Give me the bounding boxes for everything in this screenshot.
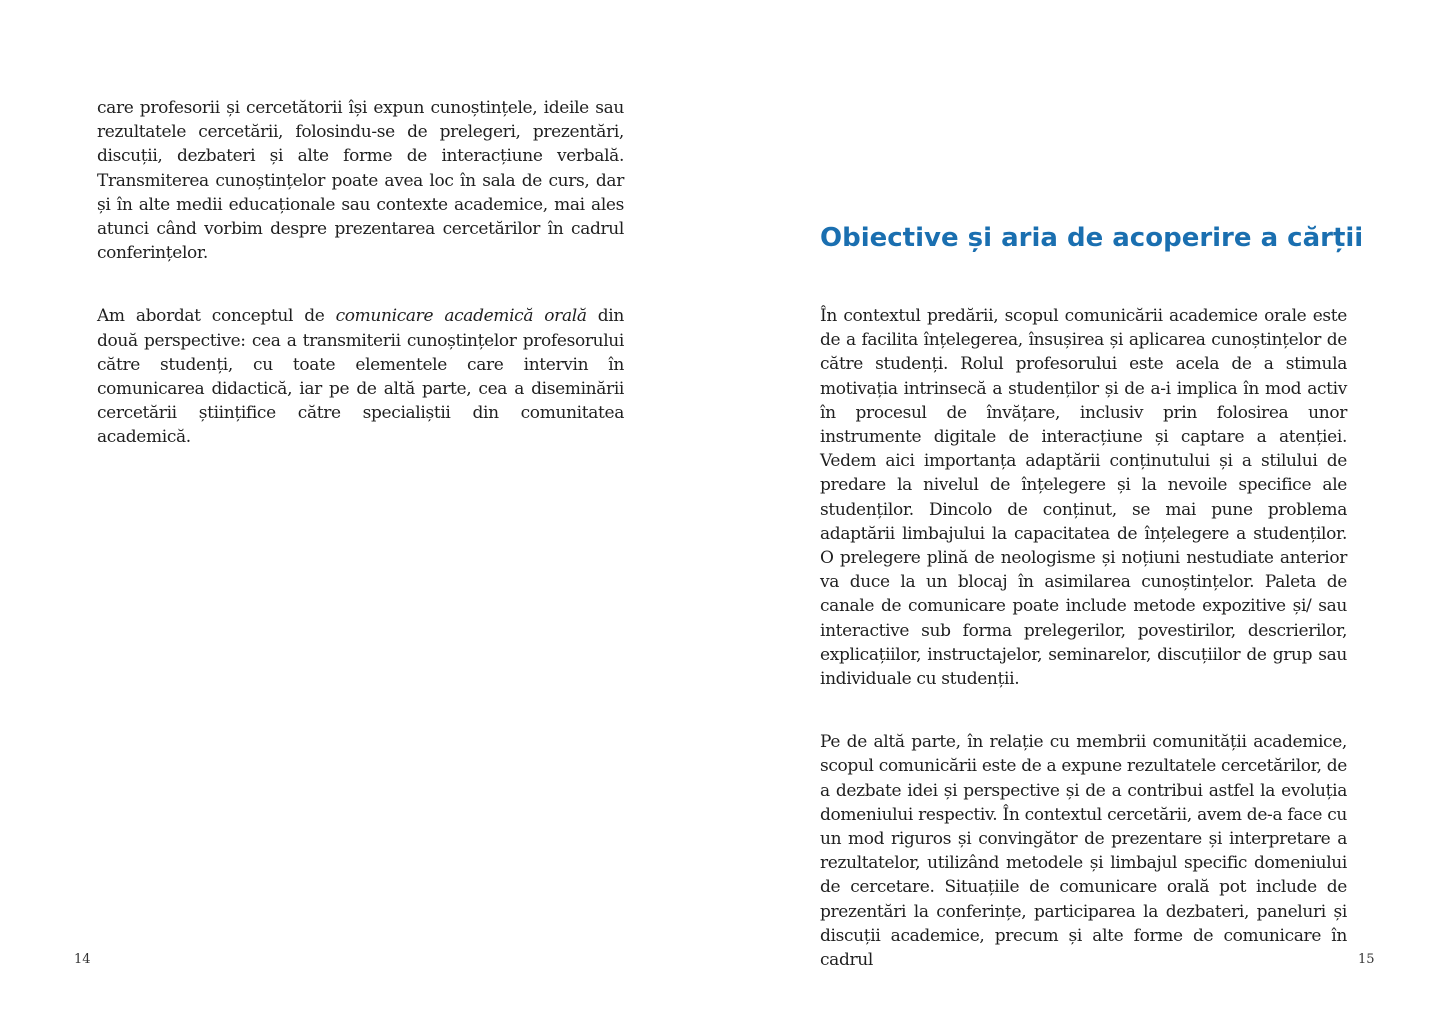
page-number-right: 15	[1358, 952, 1375, 967]
page-number-left: 14	[74, 952, 91, 967]
left-paragraph-2-end: din două perspective: cea a transmiterii cunoștințelor profesorului către studenți, cu toate elementele care intervin în comunicarea didactică, iar pe de altă parte, cea a diseminării cercetării științifice către specialiștii din comunitatea academică.	[97, 306, 624, 448]
section-heading: Obiective și aria de acoperire a cărții	[820, 223, 1364, 253]
right-paragraph-2: Pe de altă parte, în relație cu membrii comunității academice, scopul comunicării este de a expune rezultatele cercetărilor, de a dezbate idei și perspective și de a contribui astfel la evoluția domeniului respectiv. În contextul cercetării, avem de-a face cu un mod riguros și convingător de prezentare și interpretare a rezultatelor, utilizând metodele și limbajul specific domeniului de cercetare. Situațiile de comunicare orală pot include de prezentări la conferințe, participarea la dezbateri, paneluri și discuții academice, precum și alte forme de comunicare în cadrul	[820, 732, 1347, 971]
left-page	[0, 0, 722, 1025]
left-paragraph-2-start: Am abordat conceptul de	[97, 306, 336, 327]
left-paragraph-1: care profesorii și cercetătorii își expun cunoștințele, ideile sau rezultatele cercetării, folosindu-se de prelegeri, prezentări, discuții, dezbateri și alte forme de interacțiune verbală. Transmiterea cunoștințelor poate avea loc în sala de curs, dar și în alte medii educaționale sau contexte academice, mai ales atunci când vorbim despre prezentarea cercetărilor în cadrul conferințelor.	[97, 98, 624, 264]
right-paragraph-1: În contextul predării, scopul comunicării academice orale este de a facilita înțelegerea, însușirea și aplicarea cunoștințelor de către studenți. Rolul profesorului este acela de a stimula motivația intrinsecă a studenților și de a-i implica în mod activ în procesul de învățare, inclusiv prin folosirea unor instrumente digitale de interacțiune și captare a atenției. Vedem aici importanța adaptării conținutului și a stilului de predare la nivelul de înțelegere și la nevoile specifice ale studenților. Dincolo de conținut, se mai pune problema adaptării limbajului la capacitatea de înțelegere a studenților. O prelegere plină de neologisme și noțiuni nestudiate anterior va duce la un blocaj în asimilarea cunoștințelor. Paleta de canale de comunicare poate include metode expozitive și/ sau interactive sub forma prelegerilor, povestirilor, descrierilor, explicațiilor, instructajelor, seminarelor, discuțiilor de grup sau individuale cu studenții.	[820, 306, 1347, 690]
right-text-column	[820, 218, 1364, 972]
left-paragraph-2-emphasis: comunicare academică orală	[335, 306, 587, 327]
left-paragraph-2	[97, 304, 624, 449]
right-page	[722, 0, 1445, 1025]
left-text-column	[97, 96, 624, 450]
